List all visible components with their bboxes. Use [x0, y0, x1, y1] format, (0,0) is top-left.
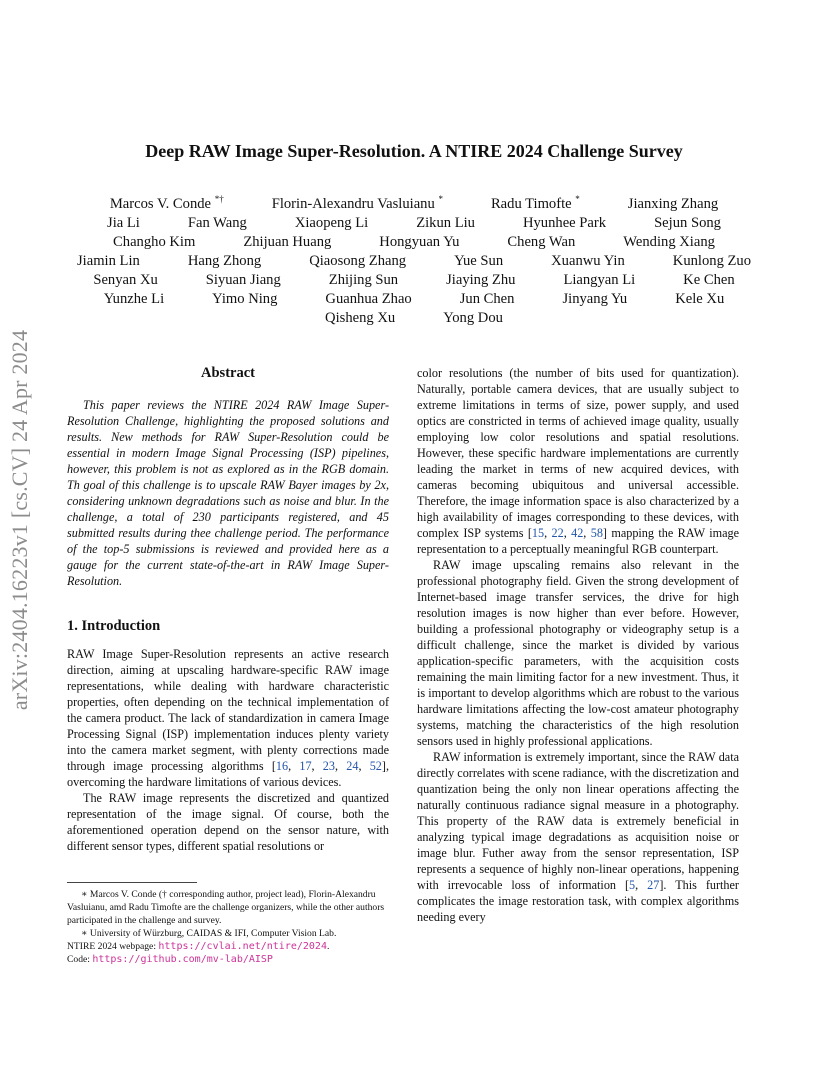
author-row	[60, 195, 768, 214]
left-column	[67, 365, 389, 854]
author-name: Qiaosong Zhang	[309, 253, 407, 269]
author-name: Kunlong Zuo	[672, 253, 752, 269]
author-name: Wending Xiang	[623, 234, 715, 250]
author-name: Yunzhe Li	[103, 291, 165, 307]
intro-paragraph-1: RAW Image Super-Resolution represents an active research direction, aiming at upscaling hardware-specific RAW image representations, while dealing with hardware characteristic properties, often depending on the technical implementation of the camera product. The lack of standardization in camera Image Processing Signal (ISP) implementation induces plenty variety into the camera market segment, with plenty corrections made through image processing algorithms [16, 17, 23, 24, 52], overcoming the hardware limitations of various devices.	[67, 647, 389, 789]
author-name: Zhijing Sun	[328, 272, 399, 288]
abstract-heading: Abstract	[201, 365, 255, 381]
author-name: Zhijuan Huang	[243, 234, 332, 250]
author-name: Marcos V. Conde *†	[109, 194, 224, 212]
citation-link[interactable]: 52	[369, 759, 382, 773]
right-column	[417, 365, 739, 925]
footnote-affiliation: ∗ University of Würzburg, CAIDAS & IFI, Computer Vision Lab.	[81, 928, 337, 939]
author-name: Jinyang Yu	[562, 291, 628, 307]
author-affiliation-mark: *	[438, 194, 443, 205]
author-name: Sejun Song	[654, 215, 721, 231]
author-name: Qisheng Xu	[325, 310, 396, 326]
author-name: Guanhua Zhao	[325, 291, 412, 307]
author-name: Fan Wang	[187, 215, 247, 231]
citation-link[interactable]: 17	[299, 759, 312, 773]
author-name: Senyan Xu	[93, 272, 158, 288]
author-name: Ke Chen	[683, 272, 735, 288]
author-row	[60, 214, 768, 233]
author-list	[60, 195, 768, 328]
right-paragraph-2: RAW image upscaling remains also relevant in the professional photography field. Given the strong development of Internet-based image transfer services, the drive for high resolution images is now higher than ever before. However, building a professional photography or videography setup is a difficult challenge, since the market is divided by various application-specific parameters, with the acquisition costs remaining the main limiting factor for a new investment. Thus, it is important to develop algorithms which are robust to the various hardware limitations affecting the low-cost amateur photography systems, matching the characteristics of the high resolution sensors used in highly professional applications.	[417, 558, 739, 748]
author-affiliation-mark: *	[575, 194, 580, 205]
author-name: Yimo Ning	[212, 291, 278, 307]
author-name: Jiaying Zhu	[446, 272, 516, 288]
right-paragraph-1: color resolutions (the number of bits used for quantization). Naturally, portable camera devices, that are usually subject to extreme limitations in terms of size, power supply, and used optics are constricted in terms of achieved image quality, usually employing low color resolutions and spatial resolutions. However, these specific hardware implementations are currently leading the market in terms of new acquired devices, with cameras becoming ubiquitous and universal accessible. Therefore, the image information space is also characterized by a high availability of images corresponding to these devices, with complex ISP systems [15, 22, 42, 58] mapping the RAW image representation to a perceptually meaningful RGB counterpart.	[417, 366, 739, 556]
author-name: Changho Kim	[113, 234, 196, 250]
right-paragraph-3: RAW information is extremely important, since the RAW data directly correlates with scene radiance, with the discretization and quantization being the only non linear operations affecting the naturally continuous radiance signal measure in a photography. This property of the RAW data is extremely beneficial in analyzing typical image degradations as acquisition noise or image blur. Futher away from the sensor representation, ISP represents a sequence of highly non-linear operations, happening with irrevocable loss of information [5, 27]. This further complicates the image restoration task, with complex algorithms needing every	[417, 750, 739, 924]
author-name: Hongyuan Yu	[379, 234, 460, 250]
abstract-text: This paper reviews the NTIRE 2024 RAW Image Super-Resolution Challenge, highlighting the proposed solutions and results. New methods for RAW Super-Resolution could be essential in modern Image Signal Processing (ISP) pipelines, however, this problem is not as explored as in the RGB domain. Th goal of this challenge is to upscale RAW Bayer images by 2x, considering unknown degradations such as noise and blur. In the challenge, a total of 230 participants registered, and 45 submitted results during thee challenge period. The performance of the top-5 submissions is reviewed and provided here as a gauge for the current state-of-the-art in RAW Image Super-Resolution.	[67, 398, 389, 588]
code-link[interactable]: https://github.com/mv-lab/AISP	[92, 954, 273, 965]
citation-link[interactable]: 23	[322, 759, 335, 773]
section-heading-introduction: 1. Introduction	[67, 618, 161, 634]
author-name: Florin-Alexandru Vasluianu *	[271, 194, 443, 212]
footnote-webpage: NTIRE 2024 webpage: https://cvlai.net/ntire/2024.	[67, 941, 330, 952]
footnote-authors: ∗ Marcos V. Conde († corresponding author, project lead), Florin-Alexandru Vasluianu, amd Radu Timofte are the challenge organizers, while the other authors participated in the challenge and survey.	[67, 889, 385, 926]
author-row	[60, 271, 768, 290]
webpage-link[interactable]: https://cvlai.net/ntire/2024	[158, 941, 327, 952]
author-name: Radu Timofte *	[490, 194, 580, 212]
author-name: Jia Li	[107, 215, 140, 231]
citation-link[interactable]: 42	[571, 526, 584, 540]
citation-link[interactable]: 16	[275, 759, 289, 773]
author-name: Yong Dou	[443, 310, 503, 326]
author-name: Xiaopeng Li	[294, 215, 369, 231]
author-name: Jianxing Zhang	[627, 196, 719, 212]
intro-paragraph-2: The RAW image represents the discretized and quantized representation of the image signal. Of course, both the aforementioned operation depend on the sensor nature, with different sensor types, different spatial resolutions or	[67, 791, 389, 853]
author-name: Yue Sun	[454, 253, 504, 269]
citation-link[interactable]: 15	[531, 526, 545, 540]
author-row	[60, 233, 768, 252]
arxiv-identifier-text: arXiv:2404.16223v1 [cs.CV] 24 Apr 2024	[7, 329, 32, 711]
author-name: Siyuan Jiang	[205, 272, 281, 288]
author-row	[60, 252, 768, 271]
paper-title: Deep RAW Image Super-Resolution. A NTIRE 2024 Challenge Survey	[145, 141, 683, 161]
citation-link[interactable]: 27	[647, 878, 660, 892]
author-name: Hyunhee Park	[522, 215, 607, 231]
footnote-code: Code: https://github.com/mv-lab/AISP	[67, 954, 273, 965]
author-row	[60, 309, 768, 328]
author-row	[60, 290, 768, 309]
author-name: Cheng Wan	[507, 234, 576, 250]
footnotes	[67, 882, 389, 966]
author-name: Xuanwu Yin	[551, 253, 625, 269]
author-affiliation-mark: *†	[214, 194, 224, 205]
footnote-divider	[67, 882, 197, 883]
author-name: Jiamin Lin	[76, 253, 140, 269]
author-name: Kele Xu	[675, 291, 725, 307]
author-name: Zikun Liu	[416, 215, 475, 231]
citation-link[interactable]: 58	[590, 526, 603, 540]
author-name: Hang Zhong	[187, 253, 262, 269]
citation-link[interactable]: 22	[551, 526, 564, 540]
citation-link[interactable]: 5	[629, 878, 636, 892]
citation-link[interactable]: 24	[346, 759, 359, 773]
author-name: Liangyan Li	[563, 272, 636, 288]
author-name: Jun Chen	[459, 291, 515, 307]
